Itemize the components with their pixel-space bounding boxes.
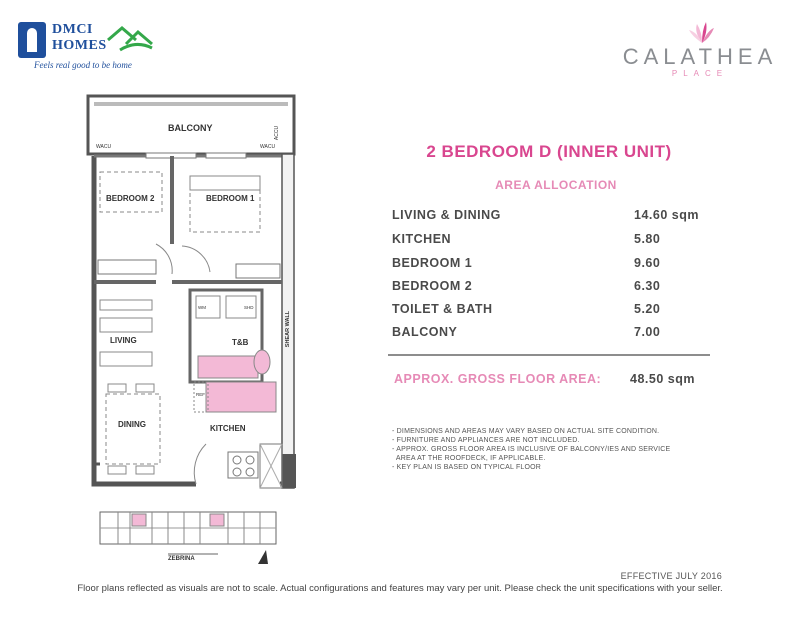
key-plan-label: ZEBRINA — [168, 556, 195, 562]
area-value: 14.60 sqm — [634, 208, 699, 222]
unit-title: 2 BEDROOM D (INNER UNIT) — [426, 142, 672, 161]
note-line: - APPROX. GROSS FLOOR AREA IS INCLUSIVE OF BALCONY/IES AND SERVICE — [392, 446, 671, 453]
disclaimer: Floor plans reflected as visuals are not to scale. Actual configurations and features may vary per unit. Please check the unit specifications with your seller. — [77, 583, 723, 594]
area-value: 7.00 — [634, 325, 661, 339]
notes — [392, 427, 722, 472]
label-wm: WM — [198, 305, 206, 310]
dmci-homes-logo — [14, 18, 164, 68]
room-tb: T&B — [232, 338, 249, 347]
label-shd: SHD — [244, 305, 254, 310]
area-divider — [388, 354, 710, 356]
flower-icon — [688, 22, 716, 44]
area-value: 5.80 — [634, 232, 661, 246]
room-dining: DINING — [118, 420, 146, 429]
acu-side: ACCU — [274, 125, 281, 141]
room-bedroom-1: BEDROOM 1 — [206, 194, 255, 203]
note-line: - DIMENSIONS AND AREAS MAY VARY BASED ON ACTUAL SITE CONDITION. — [392, 428, 660, 435]
room-kitchen: KITCHEN — [210, 424, 246, 433]
gross-floor-area-value: 48.50 sqm — [630, 372, 695, 386]
area-name: BEDROOM 1 — [392, 256, 473, 270]
calathea-place-sub: PLACE — [671, 69, 729, 78]
dmci-logo-line1: DMCI — [52, 22, 93, 37]
calathea-place-logo — [620, 22, 780, 82]
area-name: BEDROOM 2 — [392, 279, 473, 293]
acu-right: WACU — [260, 144, 276, 150]
area-row — [392, 232, 722, 254]
label-ref: REF — [196, 392, 205, 397]
gross-floor-area-label: APPROX. GROSS FLOOR AREA: — [394, 372, 602, 386]
floor-plan — [86, 94, 310, 506]
north-label: N — [262, 556, 268, 563]
floor-plan-drawing — [86, 94, 310, 506]
area-row — [392, 279, 722, 301]
room-balcony: BALCONY — [168, 123, 213, 133]
note-line: AREA AT THE ROOFDECK, IF APPLICABLE. — [392, 455, 546, 462]
area-row — [392, 325, 722, 347]
area-name: LIVING & DINING — [392, 208, 501, 222]
area-value: 6.30 — [634, 279, 661, 293]
dmci-logo-mark — [18, 22, 46, 58]
acu-left: WACU — [96, 144, 112, 150]
area-allocation-heading: AREA ALLOCATION — [495, 178, 617, 192]
area-name: KITCHEN — [392, 232, 452, 246]
note-line: - KEY PLAN IS BASED ON TYPICAL FLOOR — [392, 464, 542, 471]
effective-date: EFFECTIVE JULY 2016 — [620, 571, 722, 581]
label-shear-wall: SHEAR WALL — [285, 310, 292, 348]
note-line: - FURNITURE AND APPLIANCES ARE NOT INCLUDED. — [392, 437, 580, 444]
area-value: 5.20 — [634, 302, 661, 316]
room-living: LIVING — [110, 336, 137, 345]
area-name: TOILET & BATH — [392, 302, 493, 316]
dmci-tagline: Feels real good to be home — [34, 60, 132, 70]
area-value: 9.60 — [634, 256, 661, 270]
dmci-logo-line2: HOMES — [52, 38, 107, 53]
area-row — [392, 302, 722, 324]
calathea-name: CALATHEA — [622, 44, 778, 69]
area-row — [392, 208, 722, 230]
room-bedroom-2: BEDROOM 2 — [106, 194, 155, 203]
house-icon — [106, 22, 154, 52]
area-row — [392, 256, 722, 278]
area-name: BALCONY — [392, 325, 458, 339]
